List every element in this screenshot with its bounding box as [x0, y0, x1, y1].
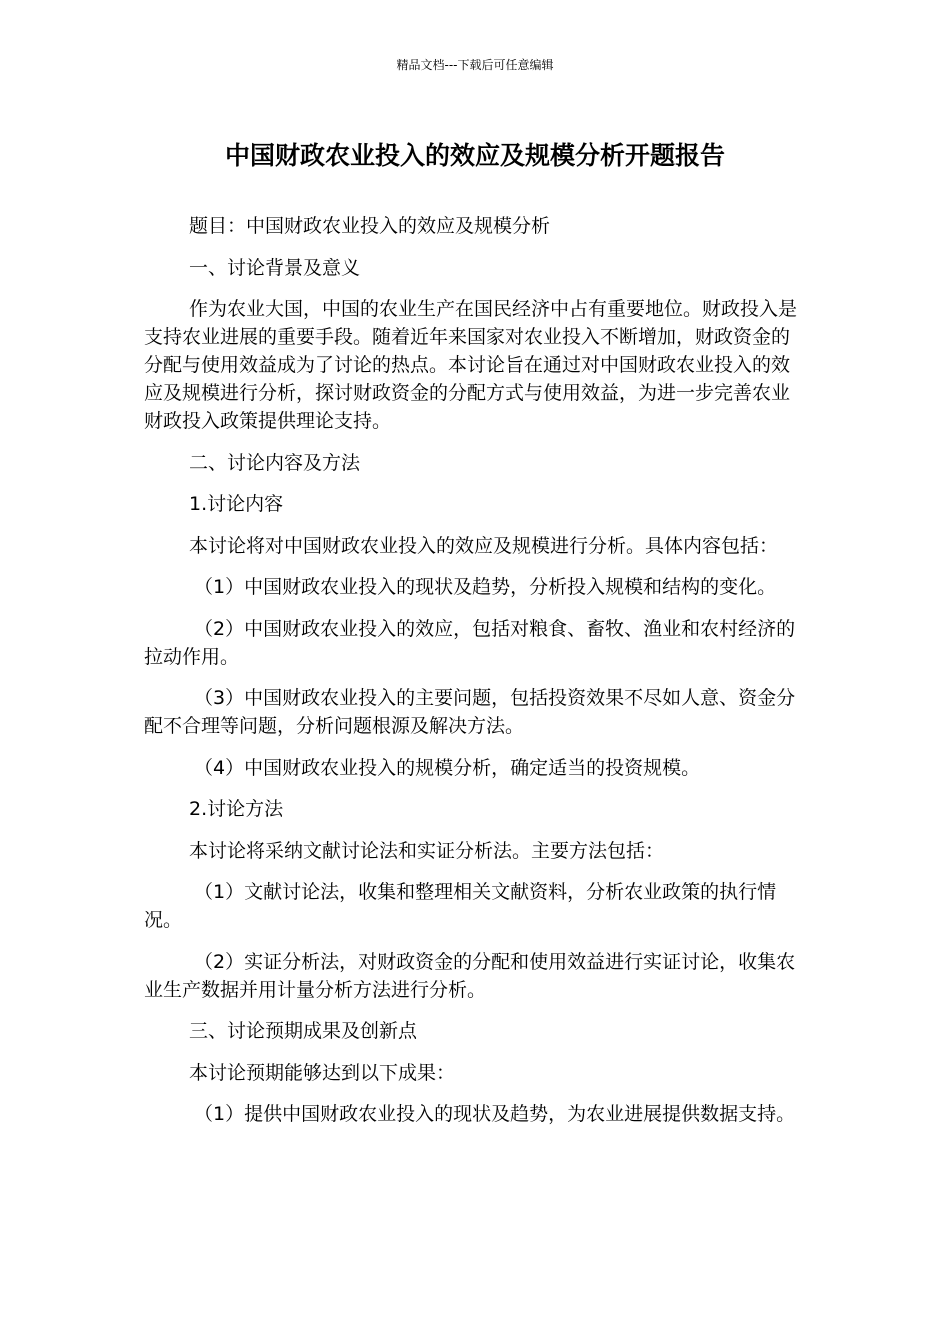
section-heading-1: 一、讨论背景及意义 — [189, 256, 361, 279]
document-body — [144, 212, 808, 1142]
method-item-1: （1）文献讨论法，收集和整理相关文献资料，分析农业政策的执行情况。 — [144, 881, 777, 931]
method-item-2: （2）实证分析法，对财政资金的分配和使用效益进行实证讨论，收集农业生产数据并用计量分析方法进行分析。 — [144, 950, 796, 1001]
document-title: 中国财政农业投入的效应及规模分析开题报告 — [224, 141, 725, 170]
content-item-4: （4）中国财政农业投入的规模分析，确定适当的投资规模。 — [194, 756, 701, 779]
background-paragraph: 作为农业大国，中国的农业生产在国民经济中占有重要地位。财政投入是支持农业进展的重要手段。随着近年来国家对农业投入不断增加，财政资金的分配与使用效益成为了讨论的热点。本讨论旨在通过对中国财政农业投入的效应及规模进行分析，探讨财政资金的分配方式与使用效益，为进一步完善农业财政投入政策提供理论支持。 — [144, 298, 798, 432]
header-note: 精品文档---下载后可任意编辑 — [396, 58, 554, 72]
results-intro-paragraph: 本讨论预期能够达到以下成果： — [189, 1061, 456, 1084]
section-heading-3: 三、讨论预期成果及创新点 — [189, 1020, 418, 1042]
topic-line: 题目：中国财政农业投入的效应及规模分析 — [189, 215, 551, 237]
subheading-content: 1.讨论内容 — [189, 493, 284, 515]
content-intro-paragraph: 本讨论将对中国财政农业投入的效应及规模进行分析。具体内容包括： — [189, 534, 779, 557]
method-intro-paragraph: 本讨论将采纳文献讨论法和实证分析法。主要方法包括： — [189, 839, 665, 862]
content-item-3: （3）中国财政农业投入的主要问题，包括投资效果不尽如人意、资金分配不合理等问题，分析问题根源及解决方法。 — [144, 687, 796, 737]
content-item-2: （2）中国财政农业投入的效应，包括对粮食、畜牧、渔业和农村经济的拉动作用。 — [144, 617, 796, 668]
section-heading-2: 二、讨论内容及方法 — [189, 451, 361, 474]
result-item-1: （1）提供中国财政农业投入的现状及趋势，为农业进展提供数据支持。 — [194, 1103, 796, 1125]
subheading-method: 2.讨论方法 — [189, 798, 284, 820]
content-item-1: （1）中国财政农业投入的现状及趋势，分析投入规模和结构的变化。 — [194, 576, 777, 598]
